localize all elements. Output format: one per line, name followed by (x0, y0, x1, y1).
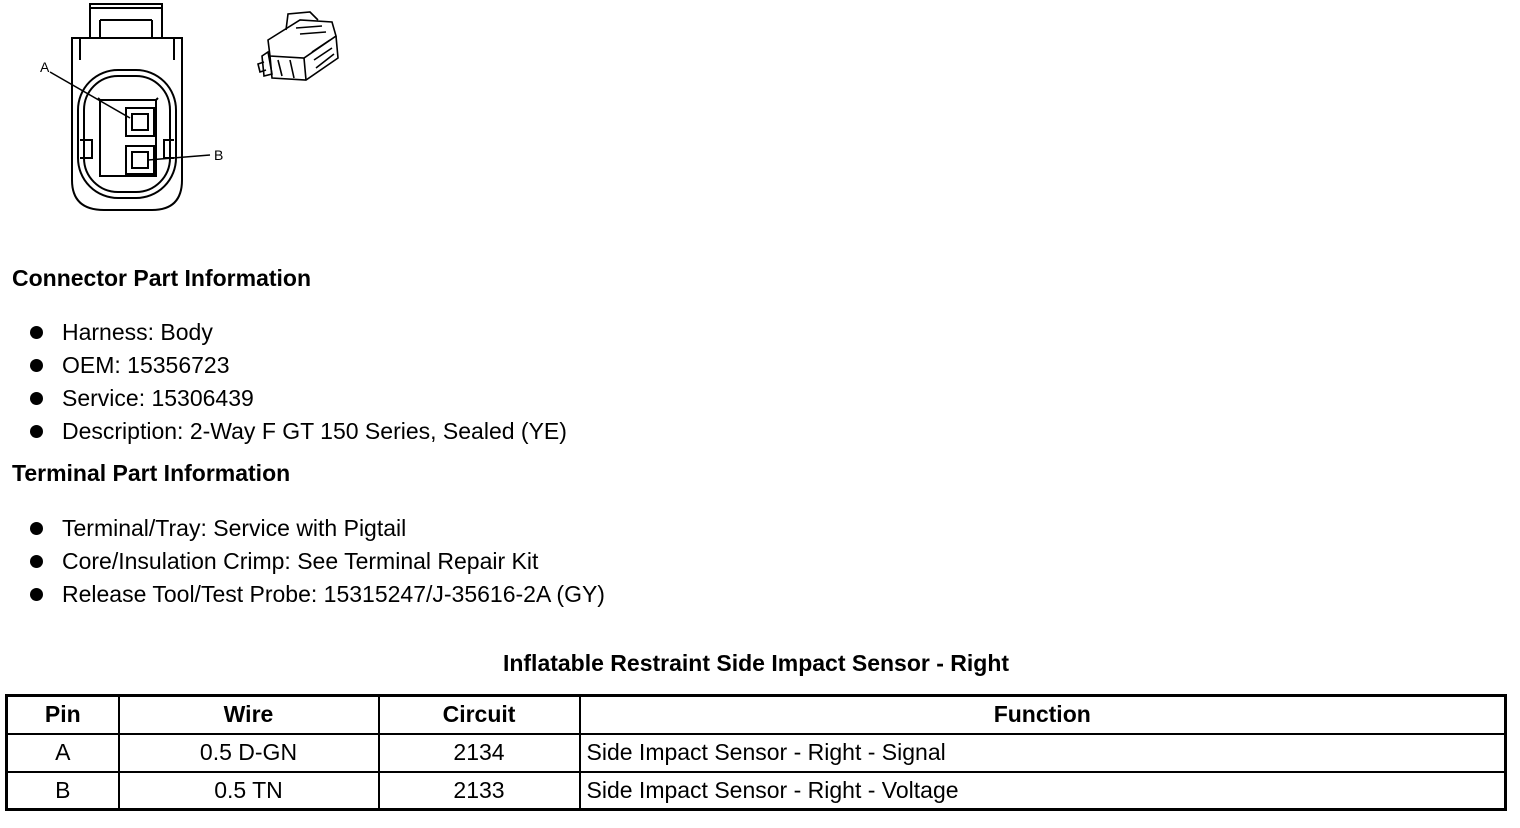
table-header-row (7, 696, 1506, 734)
bullet-icon (30, 522, 43, 535)
header-function: Function (580, 696, 1506, 734)
callout-a-label: A (40, 59, 50, 75)
cell-pin: A (7, 734, 119, 772)
bullet-icon (30, 588, 43, 601)
connector-isometric-icon (258, 12, 338, 80)
table-row (7, 772, 1506, 810)
list-item: Service: 15306439 (26, 383, 567, 416)
callout-a-leader (50, 72, 130, 118)
bullet-icon (30, 326, 43, 339)
list-item: Terminal/Tray: Service with Pigtail (26, 513, 605, 546)
connector-part-info-heading: Connector Part Information (12, 265, 312, 291)
cell-wire: 0.5 D-GN (119, 734, 379, 772)
cell-circuit: 2133 (379, 772, 580, 810)
table-title: Inflatable Restraint Side Impact Sensor - Right (502, 650, 1010, 676)
connector-part-info-list (26, 317, 567, 449)
list-item: Harness: Body (26, 317, 567, 350)
bullet-icon (30, 392, 43, 405)
header-circuit: Circuit (379, 696, 580, 734)
bullet-icon (30, 425, 43, 438)
bullet-icon (30, 359, 43, 372)
connector-diagram (0, 0, 360, 230)
terminal-part-info-list (26, 513, 605, 612)
terminal-part-info-heading: Terminal Part Information (12, 460, 291, 486)
list-item: Release Tool/Test Probe: 15315247/J-35616-2A (GY) (26, 579, 605, 612)
list-item: Core/Insulation Crimp: See Terminal Repair Kit (26, 546, 605, 579)
callout-b-label: B (214, 147, 224, 163)
cell-function: Side Impact Sensor - Right - Signal (580, 734, 1506, 772)
bullet-icon (30, 555, 43, 568)
pinout-table (5, 694, 1507, 811)
header-wire: Wire (119, 696, 379, 734)
list-item: OEM: 15356723 (26, 350, 567, 383)
callout-b-leader (148, 155, 210, 160)
cavity-a (126, 108, 154, 136)
connector-latch (90, 4, 162, 38)
cell-circuit: 2134 (379, 734, 580, 772)
table-row (7, 734, 1506, 772)
header-pin: Pin (7, 696, 119, 734)
list-item: Description: 2-Way F GT 150 Series, Sealed (YE) (26, 416, 567, 449)
cell-pin: B (7, 772, 119, 810)
cell-function: Side Impact Sensor - Right - Voltage (580, 772, 1506, 810)
cell-wire: 0.5 TN (119, 772, 379, 810)
